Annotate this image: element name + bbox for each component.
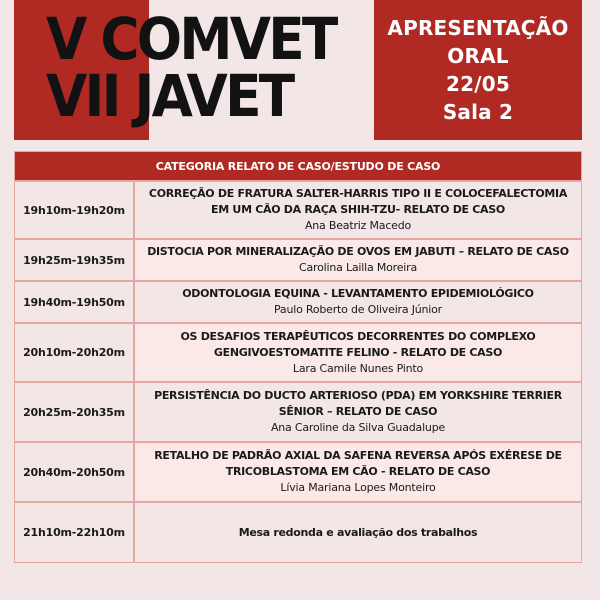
time-slot: 21h10m-22h10m — [15, 503, 135, 562]
time-slot: 19h10m-19h20m — [15, 182, 135, 238]
table-row — [15, 441, 581, 501]
talk-author: Carolina Lailla Moreira — [298, 261, 418, 274]
talk-title: ODONTOLOGIA EQUINA - LEVANTAMENTO EPIDEMIOLÓGICO — [182, 287, 534, 300]
presentation-info-box — [374, 0, 582, 140]
time-slot: 19h40m-19h50m — [15, 282, 135, 322]
talk-title: OS DESAFIOS TERAPÊUTICOS DECORRENTES DO COMPLEXO GENGIVOESTOMATITE FELINO - RELATO DE CASO — [180, 329, 536, 359]
time-slot: 20h10m-20h20m — [15, 324, 135, 381]
talk-cell — [135, 443, 581, 501]
logo-line-comvet: V COMVET — [46, 5, 336, 73]
talk-author: Lívia Mariana Lopes Monteiro — [280, 481, 436, 494]
logo-line-javet: VII JAVET — [46, 62, 293, 130]
talk-author: Lara Camile Nunes Pinto — [292, 361, 424, 375]
talk-cell — [135, 282, 581, 322]
table-row — [15, 180, 581, 238]
info-room: Sala 2 — [442, 100, 514, 124]
info-line-oral: ORAL — [447, 44, 509, 68]
talk-cell — [135, 182, 581, 238]
talk-title: DISTOCIA POR MINERALIZAÇÃO DE OVOS EM JABUTI – RELATO DE CASO — [147, 245, 569, 258]
time-slot: 19h25m-19h35m — [15, 240, 135, 280]
talk-title: CORREÇÃO DE FRATURA SALTER-HARRIS TIPO II E COLOCEFALECTOMIA EM UM CÃO DA RAÇA SHIH-TZU- RELATO DE CASO — [148, 187, 568, 216]
table-row — [15, 322, 581, 381]
talk-cell — [135, 240, 581, 280]
talk-cell — [135, 324, 581, 381]
table-row — [15, 501, 581, 562]
time-slot: 20h25m-20h35m — [15, 383, 135, 441]
info-date: 22/05 — [446, 72, 510, 96]
talk-cell — [135, 383, 581, 441]
table-row — [15, 381, 581, 441]
event-logo — [14, 0, 368, 140]
talk-title: PERSISTÊNCIA DO DUCTO ARTERIOSO (PDA) EM YORKSHIRE TERRIER SÊNIOR – RELATO DE CASO — [154, 389, 562, 418]
talk-title: RETALHO DE PADRÃO AXIAL DA SAFENA REVERSA APÓS EXÉRESE DE TRICOBLASTOMA EM CÃO - RELATO DE CASO — [154, 449, 562, 478]
table-row — [15, 280, 581, 322]
talk-author: Paulo Roberto de Oliveira Júnior — [273, 303, 443, 316]
talk-author: Ana Beatriz Macedo — [304, 219, 412, 232]
info-line-presentation: APRESENTAÇÃO — [387, 16, 569, 40]
talk-author: Ana Caroline da Silva Guadalupe — [270, 421, 446, 434]
time-slot: 20h40m-20h50m — [15, 443, 135, 501]
talk-cell — [135, 503, 581, 562]
schedule-table — [14, 151, 582, 563]
talk-title: Mesa redonda e avaliação dos trabalhos — [238, 525, 478, 539]
schedule-category-header: CATEGORIA RELATO DE CASO/ESTUDO DE CASO — [15, 152, 581, 180]
table-row — [15, 238, 581, 280]
